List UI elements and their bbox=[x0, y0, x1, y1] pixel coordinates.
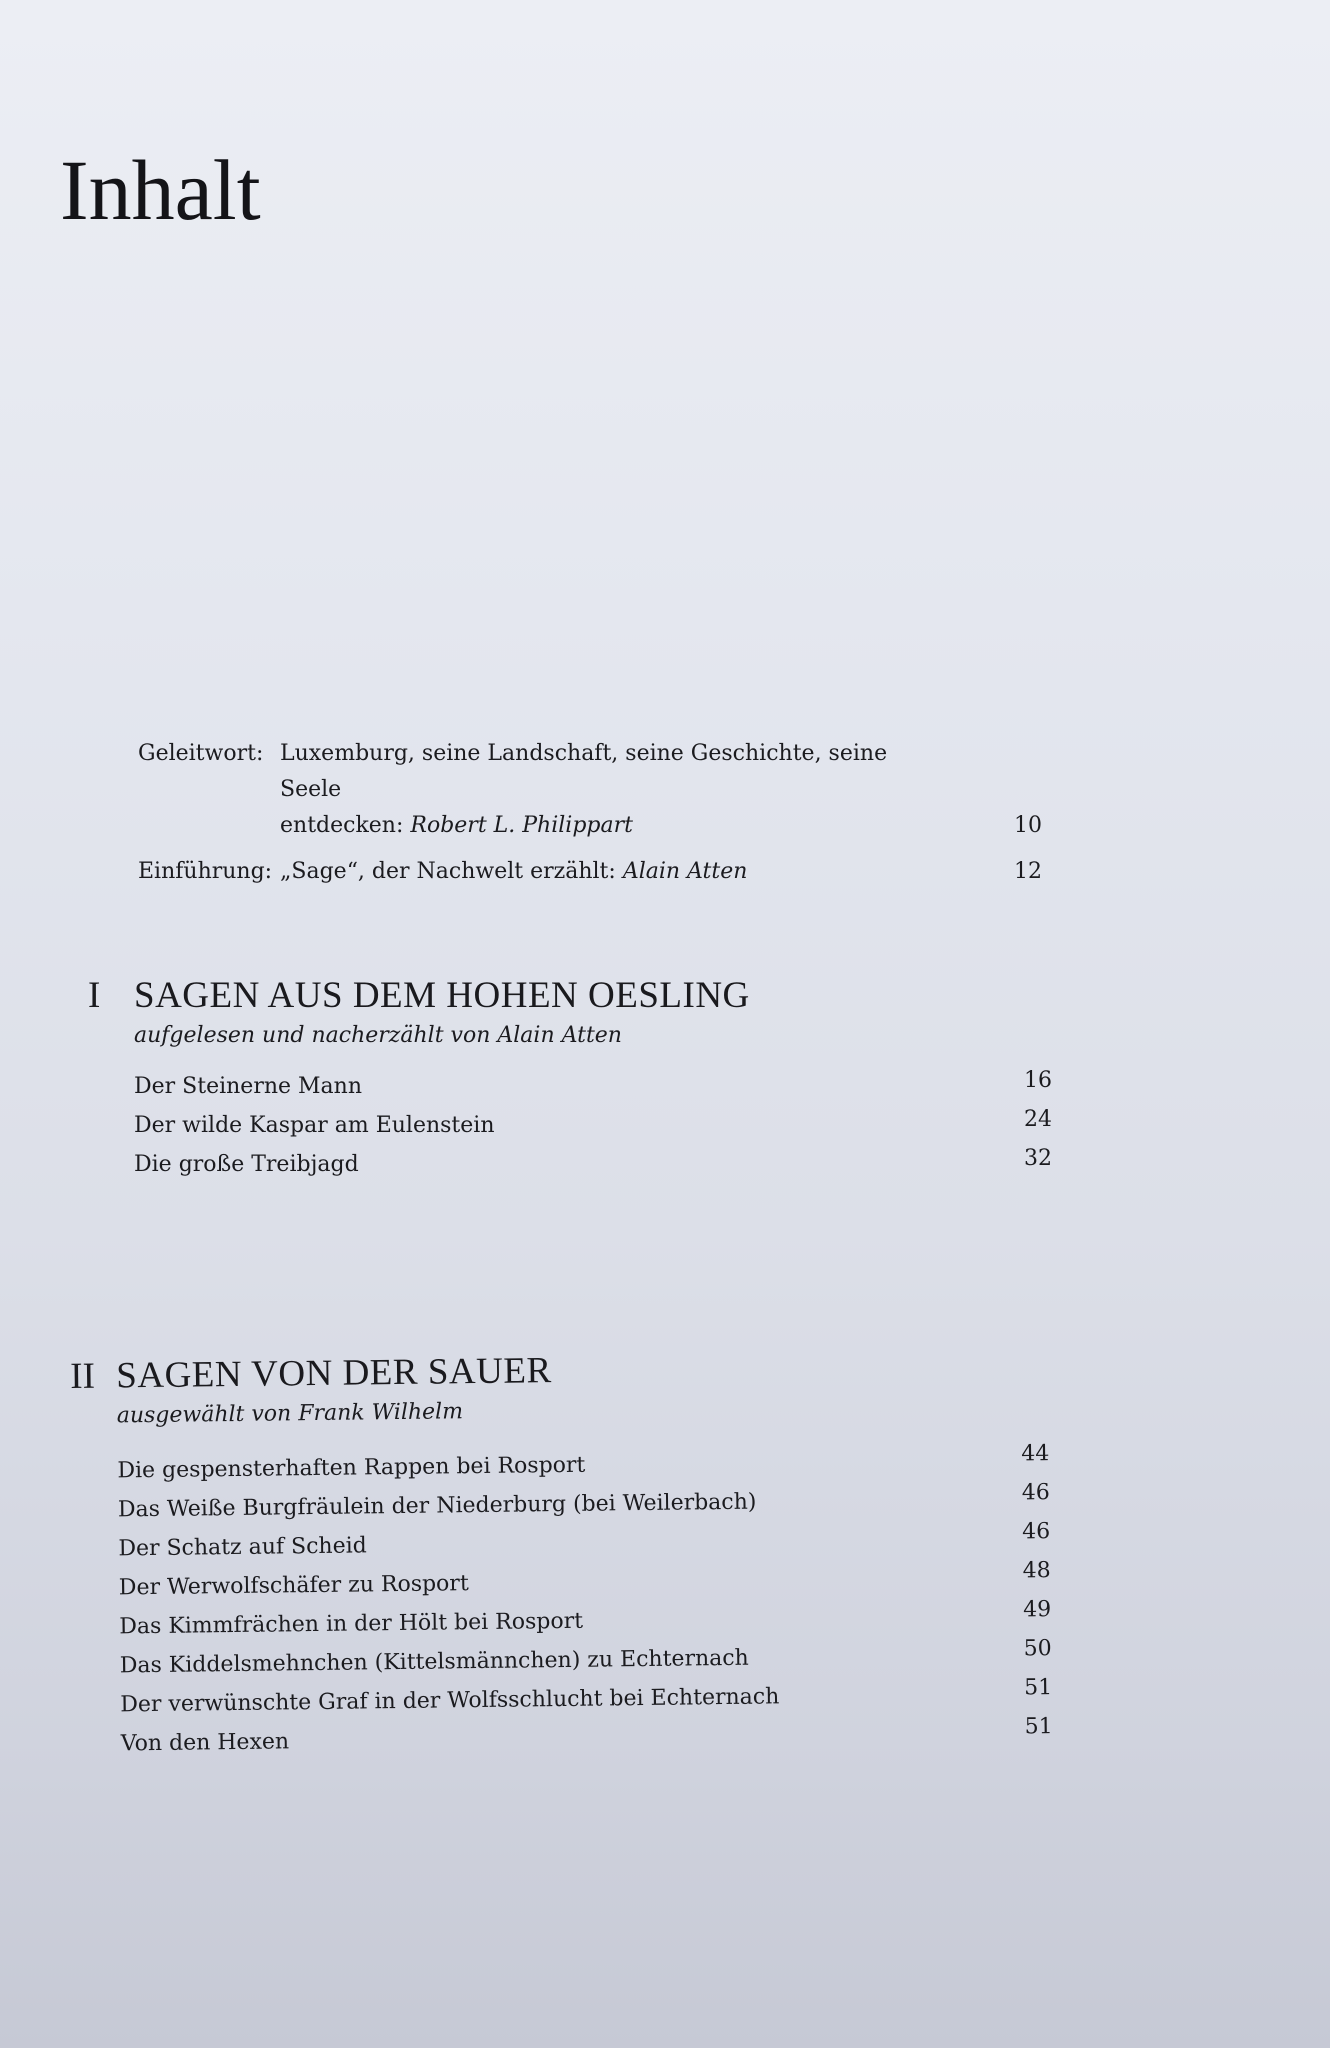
entry-page-number: 32 bbox=[1024, 1146, 1052, 1171]
section-numeral: II bbox=[70, 1355, 96, 1397]
foreword-line2: entdecken: bbox=[280, 813, 411, 838]
section-title: SAGEN AUS DEM HOHEN OESLING bbox=[134, 975, 750, 1016]
entry-page-number: 16 bbox=[1024, 1068, 1052, 1093]
section-numeral: I bbox=[88, 975, 101, 1016]
section-heading bbox=[88, 974, 1088, 1017]
toc-entry bbox=[134, 1146, 1052, 1191]
entry-title: Das Weiße Burgfräulein der Niederburg (bei Weilerbach) bbox=[117, 1489, 757, 1523]
toc-entry bbox=[134, 1068, 1052, 1113]
entry-title: Die große Treibjagd bbox=[134, 1152, 359, 1177]
section-title: SAGEN VON DER SAUER bbox=[116, 1350, 552, 1397]
section-heading bbox=[70, 1343, 1070, 1398]
entry-title: Von den Hexen bbox=[120, 1729, 290, 1757]
entry-page-number: 46 bbox=[1021, 1480, 1050, 1506]
foreword-entry bbox=[138, 736, 1058, 844]
page-title: Inhalt bbox=[60, 142, 261, 238]
section-entries bbox=[117, 1441, 1075, 1771]
introduction-label: Einführung: bbox=[138, 859, 273, 884]
introduction-text bbox=[280, 854, 940, 890]
entry-page-number: 24 bbox=[1024, 1107, 1052, 1132]
introduction-entry bbox=[138, 854, 1058, 890]
entry-page-number: 49 bbox=[1023, 1597, 1052, 1623]
entry-title: Der Werwolfschäfer zu Rosport bbox=[118, 1571, 469, 1601]
foreword-text bbox=[280, 736, 940, 844]
entry-page-number: 46 bbox=[1022, 1519, 1051, 1545]
entry-page-number: 44 bbox=[1021, 1441, 1050, 1467]
foreword-line1: Luxemburg, seine Landschaft, seine Geschichte, seine Seele bbox=[280, 741, 888, 802]
entry-title: Das Kiddelsmehnchen (Kittelsmännchen) zu Echternach bbox=[119, 1645, 749, 1679]
entry-title: Die gespensterhaften Rappen bei Rosport bbox=[117, 1452, 586, 1484]
foreword-label: Geleitwort: bbox=[138, 741, 264, 766]
section-entries bbox=[134, 1068, 1088, 1191]
entry-title: Der Steinerne Mann bbox=[134, 1074, 363, 1099]
entry-title: Der Schatz auf Scheid bbox=[118, 1533, 367, 1562]
introduction-page-number: 12 bbox=[1014, 859, 1042, 884]
introduction-line1: „Sage“, der Nachwelt erzählt: bbox=[280, 859, 623, 884]
entry-title: Der wilde Kaspar am Eulenstein bbox=[134, 1113, 495, 1138]
section-2 bbox=[70, 1343, 1075, 1771]
foreword-author: Robert L. Philippart bbox=[410, 813, 633, 838]
entry-page-number: 51 bbox=[1023, 1675, 1053, 1701]
foreword-page-number: 10 bbox=[1014, 813, 1042, 838]
introduction-author: Alain Atten bbox=[622, 859, 748, 884]
section-subtitle: aufgelesen und nacherzählt von Alain Atten bbox=[134, 1023, 622, 1048]
entry-title: Das Kimmfrächen in der Hölt bei Rosport bbox=[119, 1608, 584, 1640]
entry-page-number: 50 bbox=[1023, 1636, 1052, 1662]
toc-entry bbox=[134, 1107, 1052, 1152]
section-subtitle: ausgewählt von Frank Wilhelm bbox=[116, 1399, 464, 1429]
entry-page-number: 51 bbox=[1024, 1714, 1053, 1740]
entry-page-number: 48 bbox=[1022, 1558, 1051, 1584]
section-1 bbox=[88, 974, 1088, 1191]
preliminary-entries bbox=[138, 736, 1058, 890]
entry-title: Der verwünschte Graf in der Wolfsschlucht bei Echternach bbox=[120, 1684, 780, 1718]
